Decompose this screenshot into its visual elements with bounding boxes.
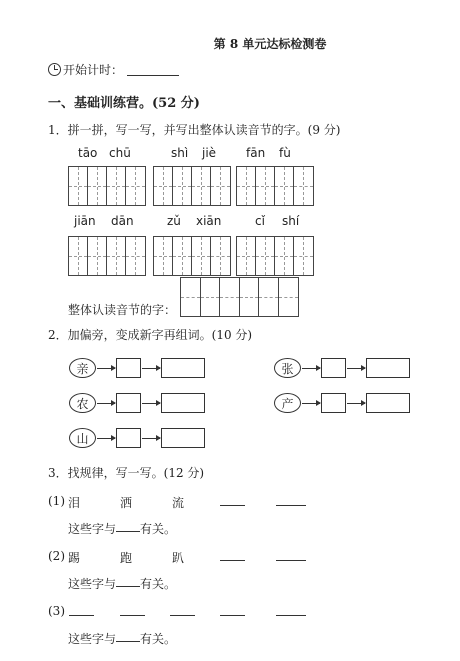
new-char-box[interactable]	[321, 358, 346, 378]
relation-text: 这些字与	[68, 632, 117, 646]
answer-blank[interactable]	[69, 604, 94, 616]
radical-chain	[274, 393, 410, 413]
relation-line	[68, 630, 176, 647]
group-number: (2)	[48, 549, 65, 563]
arrow-right-icon	[97, 438, 115, 439]
arrow-right-icon	[302, 368, 320, 369]
answer-blank[interactable]	[220, 549, 245, 561]
section-title: 一、基础训练营。(52 分)	[48, 96, 200, 111]
writing-grid[interactable]	[153, 236, 231, 276]
word-box[interactable]	[366, 393, 410, 413]
page-title: 第 8 单元达标检测卷	[213, 37, 327, 51]
radical-chain	[274, 358, 410, 378]
group-number: (1)	[48, 494, 65, 508]
answer-blank[interactable]	[276, 604, 306, 616]
relation-line	[68, 520, 176, 537]
relation-blank[interactable]	[116, 575, 140, 587]
writing-grid[interactable]	[68, 166, 146, 206]
char-circle: 农	[69, 393, 96, 413]
arrow-right-icon	[347, 403, 365, 404]
timer-row	[48, 61, 179, 78]
relation-text: 有关。	[140, 632, 177, 646]
writing-grid[interactable]	[236, 166, 314, 206]
example-char: 跑	[120, 551, 133, 565]
word-box[interactable]	[161, 358, 205, 378]
example-char: 泪	[68, 496, 81, 510]
pinyin: tāo	[78, 146, 98, 160]
q2-prompt: 2．加偏旁，变成新字再组词。(10 分)	[48, 328, 253, 342]
pinyin: shí	[282, 214, 300, 228]
pinyin: shì	[171, 146, 189, 160]
radical-chain	[69, 393, 205, 413]
writing-grid[interactable]	[68, 236, 146, 276]
pinyin: xiān	[196, 214, 222, 228]
example-char: 踢	[68, 551, 81, 565]
pinyin: fù	[279, 146, 291, 160]
clock-icon	[48, 63, 61, 76]
whole-syllable-label: 整体认读音节的字：	[68, 303, 177, 317]
radical-chain	[69, 358, 205, 378]
new-char-box[interactable]	[321, 393, 346, 413]
pinyin: chū	[109, 146, 131, 160]
example-char: 趴	[172, 551, 185, 565]
q3-prompt: 3．找规律，写一写。(12 分)	[48, 466, 205, 480]
arrow-right-icon	[97, 368, 115, 369]
char-circle: 山	[69, 428, 96, 448]
relation-text: 这些字与	[68, 577, 117, 591]
word-box[interactable]	[161, 428, 205, 448]
writing-grid[interactable]	[236, 236, 314, 276]
relation-text: 有关。	[140, 577, 177, 591]
answer-blank[interactable]	[120, 604, 145, 616]
arrow-right-icon	[97, 403, 115, 404]
pinyin: dān	[111, 214, 134, 228]
timer-label: 开始计时：	[63, 63, 124, 77]
example-char: 洒	[120, 496, 133, 510]
char-circle: 产	[274, 393, 301, 413]
relation-text: 有关。	[140, 522, 177, 536]
relation-line	[68, 575, 176, 592]
new-char-box[interactable]	[116, 428, 141, 448]
q1-prompt: 1．拼一拼，写一写，并写出整体认读音节的字。(9 分)	[48, 123, 341, 137]
pinyin: jiān	[74, 214, 96, 228]
answer-blank[interactable]	[276, 494, 306, 506]
whole-syllable-grid[interactable]	[180, 277, 299, 317]
pinyin: jiè	[202, 146, 217, 160]
new-char-box[interactable]	[116, 358, 141, 378]
word-box[interactable]	[161, 393, 205, 413]
pinyin: zǔ	[167, 214, 181, 228]
writing-grid[interactable]	[153, 166, 231, 206]
word-box[interactable]	[366, 358, 410, 378]
pinyin: cǐ	[255, 214, 265, 228]
new-char-box[interactable]	[116, 393, 141, 413]
arrow-right-icon	[347, 368, 365, 369]
relation-blank[interactable]	[116, 630, 140, 642]
char-circle: 亲	[69, 358, 96, 378]
relation-blank[interactable]	[116, 520, 140, 532]
answer-blank[interactable]	[220, 604, 245, 616]
arrow-right-icon	[142, 438, 160, 439]
arrow-right-icon	[142, 368, 160, 369]
char-circle: 张	[274, 358, 301, 378]
answer-blank[interactable]	[276, 549, 306, 561]
pinyin: fān	[246, 146, 266, 160]
answer-blank[interactable]	[220, 494, 245, 506]
group-number: (3)	[48, 604, 65, 618]
relation-text: 这些字与	[68, 522, 117, 536]
timer-blank[interactable]	[127, 64, 179, 76]
arrow-right-icon	[142, 403, 160, 404]
arrow-right-icon	[302, 403, 320, 404]
radical-chain	[69, 428, 205, 448]
answer-blank[interactable]	[170, 604, 195, 616]
example-char: 流	[172, 496, 185, 510]
